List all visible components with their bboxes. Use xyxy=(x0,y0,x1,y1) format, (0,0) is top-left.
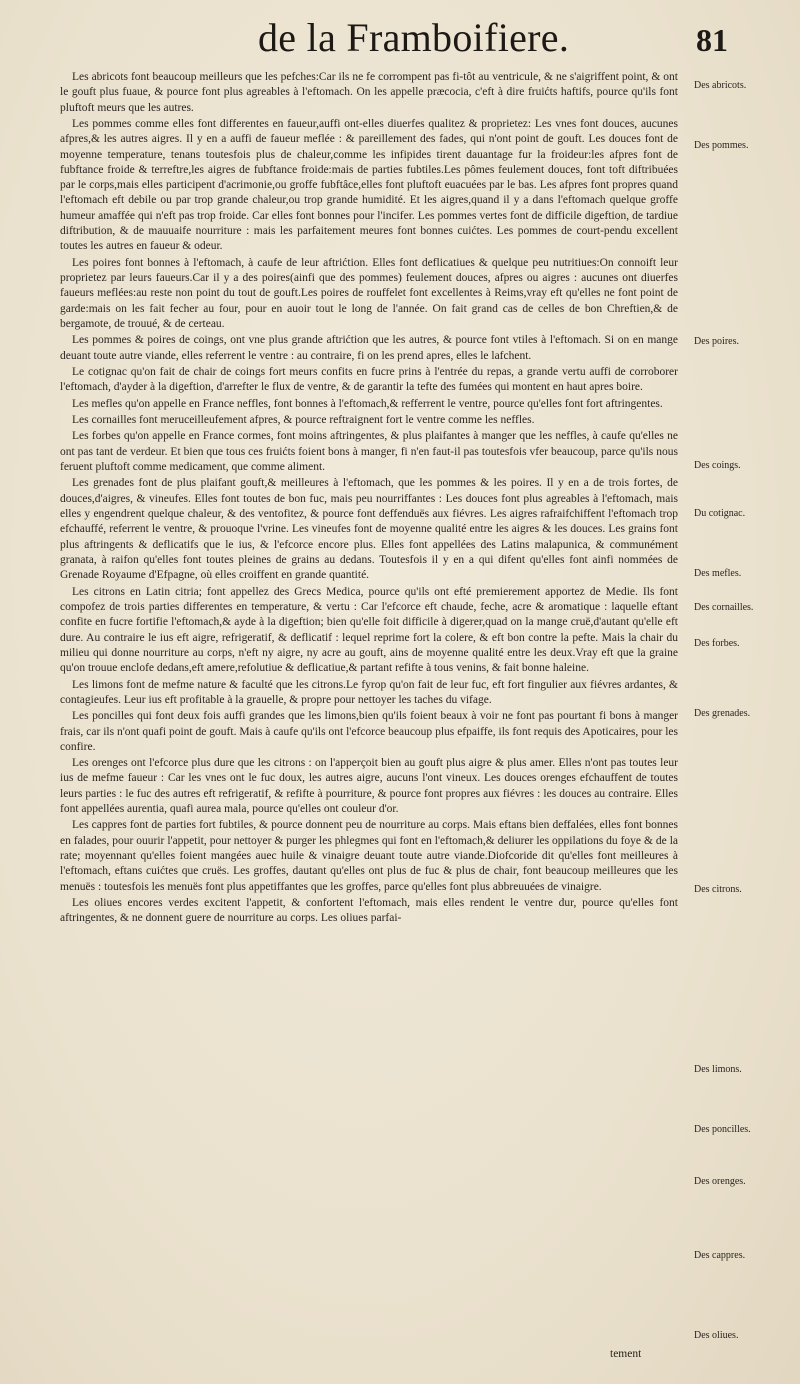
paragraph-poncilles: Les poncilles qui font deux fois auffi grandes que les limons,bien qu'ils foient beaux à voir ne font pas pourtant fi bons à manger frais, car ils n'ont quafi point de gouft. Mais à caufe qu'ils ont l'efcorce beaucoup plus efpaiffe, ils font requis des Apoticaires, pour les confire. xyxy=(60,710,678,753)
margin-note: Des citrons. xyxy=(694,884,742,895)
margin-note: Des abricots. xyxy=(694,80,747,91)
paragraph-cornailles: Les cornailles font meruceilleufement afpres, & pource reftraignent fort le ventre comme les neffles. xyxy=(72,414,535,427)
paragraph-orenges: Les orenges ont l'efcorce plus dure que les citrons : on l'apperçoit bien au gouft plus aigre & plus amer. Elles n'ont pas toutes leur ius de mefme faueur : Car les vnes ont le fuc doux, les autres aigre, aucuns l'ont vineux. Les douces orenges efchauffent de toutes leurs parties : le fuc des autres eft refrigeratif, & refifte à pourriture, & pource font propres aux fiévres : les douces au contraire. Elles font appellées aurentia, quafi aurea mala, pource qu'elles ont couleur d'or. xyxy=(60,757,678,816)
margin-note: Des orenges. xyxy=(694,1176,746,1187)
margin-note: Des forbes. xyxy=(694,638,740,649)
margin-note: Des cornailles. xyxy=(694,602,754,613)
page-number: 81 xyxy=(696,22,728,58)
paragraph-citrons: Les citrons en Latin citria; font appellez des Grecs Medica, pource qu'ils ont efté premierement apportez de Medie. Ils font compofez de trois parties differentes en temperature, & vertu : Car l'efcorce eft chaude, feche, acre & aromatique : laquelle eftant confite en fucre fortifie l'eftomach,& ayde à la digeftion; bien qu'elle foit difficile à digerer,quad on la mange cruë,d'autant qu'elle eft dure. Au contraire le ius eft aigre, refrigeratif, & deflicatif : lequel reprime fort la colere, & eft bon contre la pefte. Mais la chair du milieu qui donne nourriture au corps, n'eft ny aigre, ny acre au gouft, ains de moyenne qualité entre les deux.Vray eft que la graine qu'on trouue enclofe dedans,eft amere,refolutiue & deflicatiue,& partant refifte à tous venins, & fait bonne haleine. xyxy=(60,585,678,675)
page-header xyxy=(0,14,800,64)
margin-note: Des oliues. xyxy=(694,1330,739,1341)
body-text xyxy=(60,70,678,928)
margin-note: Des mefles. xyxy=(694,568,742,579)
margin-note: Des limons. xyxy=(694,1064,742,1075)
margin-note: Des grenades. xyxy=(694,708,751,719)
margin-note: Des poires. xyxy=(694,336,739,347)
paragraph-forbes: Les forbes qu'on appelle en France cormes, font moins aftringentes, & plus plaifantes à manger que les neffles, à caufe qu'elles ne ont pas tant de verdeur. Et bien que tous ces fruićts foient bons à manger, fi n'en faut-il pas toutesfois vfer beaucoup, parce qu'ils nous feruent pluftoft comme medicament, que comme aliment. xyxy=(60,430,678,474)
margin-note: Des pommes. xyxy=(694,140,749,151)
running-title: de la Framboifiere. xyxy=(258,15,570,60)
paragraph-poires: Les poires font bonnes à l'eftomach, à caufe de leur aftrićtion. Elles font deflicatiues & quelque peu nutritiues:On connoift leur proprietez par leurs faueurs.Car il y a des poires(ainfi que des pommes) feulement douces, afpres ou aigres : aucunes ont diuerfes faueurs meflées:au reste non point du tout de gouft.Les poires de rouffelet font excellentes à Reims,vray eft qu'elles ne font point de garde:mais on les fait fecher au four, pour en auoir tout le long de l'année. On fait grand cas de celles de bon Chreftien,& de bergamote, de trouué, & de certeau. xyxy=(60,256,678,330)
paragraph-abricots: Les abricots font beaucoup meilleurs que les pefches:Car ils ne fe corrompent pas fi-tôt au ventricule, & ne s'aigriffent point, & ont le gouft plus fuaue, & pource font plus agreables à l'eftomach. On les appelle præcocia, c'eft à dire fruićts haftifs, pource qu'ils font pluftoft meurs que les autres. xyxy=(60,71,678,114)
margin-note: Du cotignac. xyxy=(694,508,746,519)
paragraph-cappres: Les cappres font de parties fort fubtiles, & pource donnent peu de nourriture au corps. Mais eftans bien deffalées, elles font bonnes en falades, pour ouurir l'appetit, pour nettoyer & purger les phlegmes qui font en l'eftomach,& deliurer les oppilations du foye & de la rate; moyennant qu'elles foient mangées auec huile & vinaigre deuant toute autre viande.Diofcoride dit qu'elles font meilleures à l'eftomach, eftans cuićtes que cruës. Les groffes, dautant qu'elles ont plus de fuc & plus de chair, font beaucoup meilleures que les menuës : toutesfois les menuës font plus appetiffantes que les groffes, parce qu'elles font plus abbreuuées de vinaigre. xyxy=(60,819,678,893)
paragraph-grenades: Les grenades font de plus plaifant gouft,& meilleures à l'eftomach, que les pommes & les poires. Il y en a de trois fortes, de douces,d'aigres, & vineufes. Elles font toutes de bon fuc, mais peu nourriffantes : Les douces font plus agreables à l'eftomach, mais elles y engendrent quelque chaleur, & des ventofitez, & pource font deffenduës aux fiévres. Les aigres rafraifchiffent l'eftomach trop efchauffé, referrent le ventre, & prouoque l'vrine. Les vineufes font de moyenne qualité entre les aigres & les douces. Les grains font plus aftringents & deflicatifs que le ius, & l'efcorce encore plus. Elles font appellées des Latins malapunica, & communément granata, à raifon qu'elles font toutes pleines de grains au dedans. Toutesfois il y en a qui difent qu'elles font ainfi nommées de Grenade Royaume d'Efpagne, où elles croiffent en grande quantité. xyxy=(60,477,678,582)
margin-note: Des cappres. xyxy=(694,1250,746,1261)
paragraph-coings: Les pommes & poires de coings, ont vne plus grande aftrićtion que les autres, & pource font vtiles à l'eftomach. Si on en mange deuant toute autre viande, elles referrent le ventre : au contraire, fi on les prend apres, elles le lafchent. xyxy=(60,334,678,362)
margin-note: Des coings. xyxy=(694,460,741,471)
paragraph-pommes: Les pommes comme elles font differentes en faueur,auffi ont-elles diuerfes qualitez & proprietez: Les vnes font douces, aucunes afpres,& les autres aigres. Il y en a auffi de faueur meflée : & pareillement des fades, qui n'ont point de gouft. Les douces font de moyenne temperature, tenans toutesfois plus de chaleur,comme les infipides tirent dauantage fur la froideur:les afpres font de fubftance froide & terreftre,les aigres de fubftance froide:mais de parties fubtiles.Les pômes feulement douces, font toft diftribuées par le corps,mais elles participent d'acrimonie,ou groffe fubftâce,elles font pluftoft euacuées par le bas. Les afpres font propres quand l'eftomach eft debile ou par trop grande chaleur,ou trop grande humidité. Et les aigres,quand il y a dans l'eftomach quelque groffe humeur amaffée qui n'eft pas trop froide. Car elles font bonnes pour l'incifer. Les pommes vertes font de difficile digeftion, de tardiue diftribution, & de mauuaife nourriture : mais les parfaitement meures font bonnes cuićtes. Les pommes de court-pendu excellent toutes les autres en faueur & odeur. xyxy=(60,117,678,253)
margin-note: Des poncilles. xyxy=(694,1124,751,1135)
paragraph-mefles: Les mefles qu'on appelle en France neffles, font bonnes à l'eftomach,& refferrent le ventre, pource qu'elles font fort aftringentes. xyxy=(72,397,663,410)
catchword: tement xyxy=(610,1348,642,1360)
paragraph-oliues: Les oliues encores verdes excitent l'appetit, & confortent l'eftomach, mais elles rendent le ventre dur, pource qu'elles font aftringentes, & ne donnent guere de nourriture au corps. Les oliues parfai- xyxy=(60,897,678,925)
paragraph-limons: Les limons font de mefme nature & faculté que les citrons.Le fyrop qu'on fait de leur fuc, eft fort fingulier aux fiévres ardantes, & contagieufes. Leur ius eft profitable à la grauelle, & propre pour nettoyer les taches du vifage. xyxy=(60,678,678,706)
paragraph-cotignac: Le cotignac qu'on fait de chair de coings fort meurs confits en fucre prins à l'entrée du repas, a grande vertu auffi de corroborer l'eftomach, d'ayder à la digeftion, d'arrefter le flux de ventre, & de garantir la tefte des fumées qui montent en haut apres boire. xyxy=(60,366,678,394)
